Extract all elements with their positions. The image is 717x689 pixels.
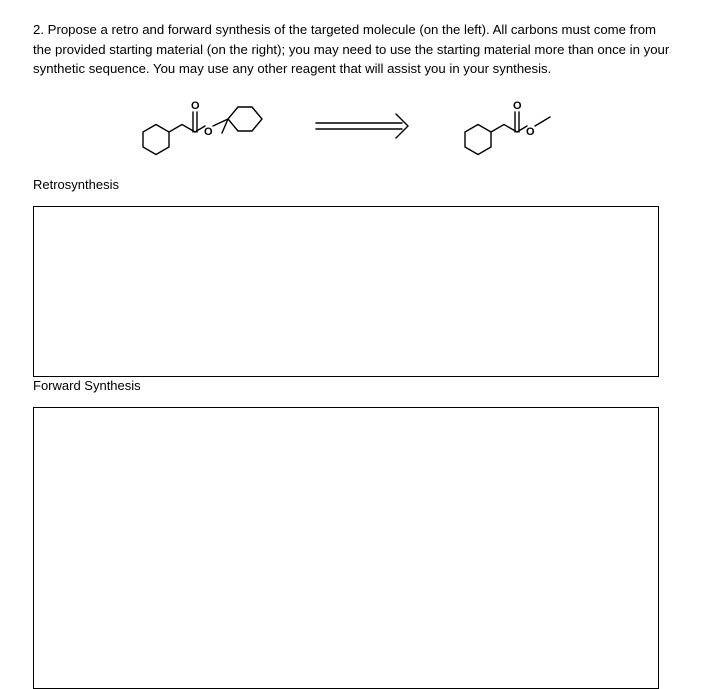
start-cyclohexane	[465, 125, 491, 155]
forward-synthesis-label: Forward Synthesis	[33, 378, 141, 393]
start-chain	[491, 125, 517, 133]
target-ester-oxygen: O	[204, 126, 213, 138]
forward-synthesis-answer-box[interactable]	[33, 407, 659, 689]
target-molecule	[143, 107, 262, 155]
starting-material	[465, 112, 550, 155]
reaction-scheme	[0, 88, 717, 168]
target-chain	[169, 125, 195, 133]
target-cyclohexane-right	[228, 107, 262, 131]
start-carbonyl-oxygen: O	[513, 100, 522, 112]
question-text: 2. Propose a retro and forward synthesis of the targeted molecule (on the left). All carbons must come from the provided starting material (on the right); you may need to use the starting material more than once in your synthetic sequence. You may use any other reagent that will assist you in your synthesis.	[33, 22, 670, 77]
target-cyclohexane-left	[143, 125, 169, 155]
retrosynthesis-arrow	[316, 114, 408, 138]
target-carbonyl-oxygen: O	[191, 100, 200, 112]
retrosynthesis-label: Retrosynthesis	[33, 177, 119, 192]
retrosynthesis-answer-box[interactable]	[33, 206, 659, 377]
start-ester-oxygen: O	[526, 126, 535, 138]
